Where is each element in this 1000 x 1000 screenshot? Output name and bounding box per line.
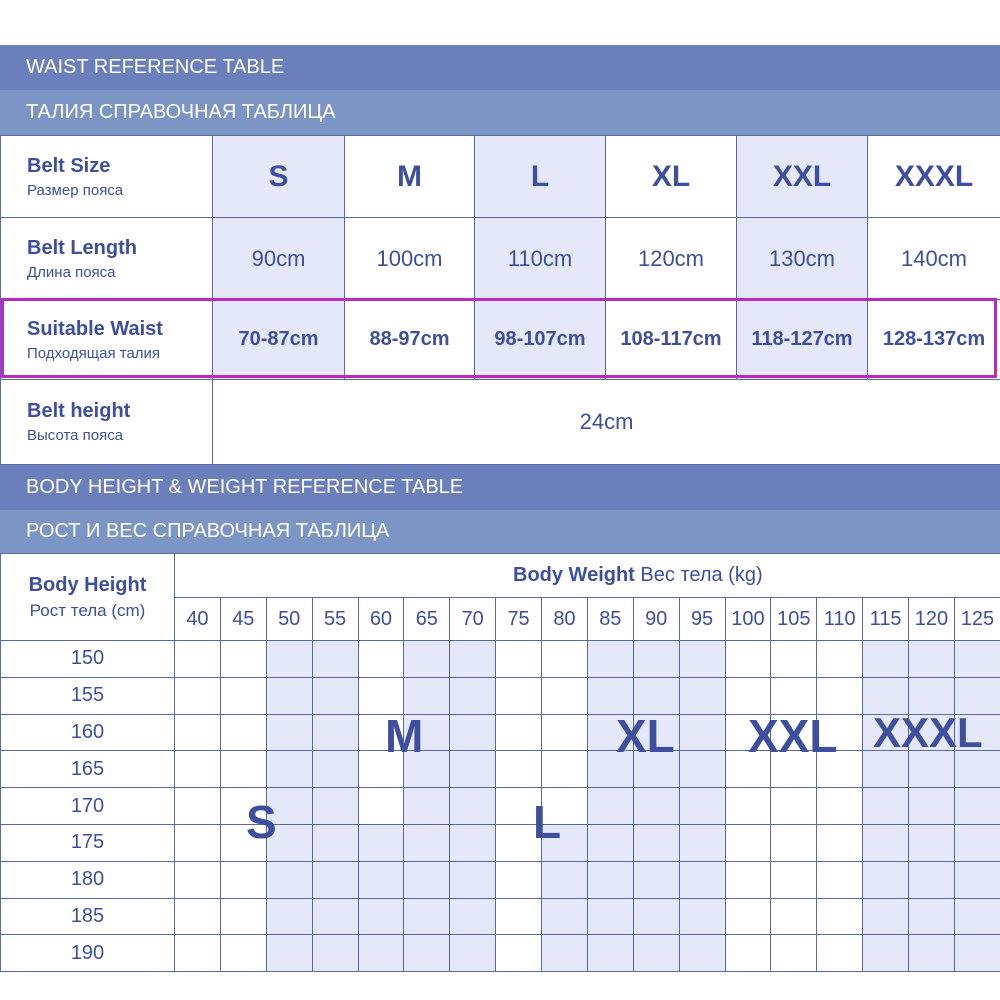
grid-cell <box>266 861 312 898</box>
grid-cell <box>542 935 588 972</box>
grid-cell <box>725 788 771 825</box>
grid-cell <box>863 641 909 678</box>
length-cell: 120cm <box>606 218 737 300</box>
size-label-m: M <box>385 710 424 762</box>
height-row <box>1 935 1000 972</box>
grid-cell <box>817 898 863 935</box>
grid-cell <box>633 788 679 825</box>
height-row <box>1 751 1000 788</box>
grid-cell <box>496 751 542 788</box>
length-cell: 90cm <box>213 218 345 300</box>
body-title-ru: РОСТ И ВЕС СПРАВОЧНАЯ ТАБЛИЦА <box>26 520 390 542</box>
grid-cell <box>954 861 1000 898</box>
grid-cell <box>542 751 588 788</box>
weight-header-cell: 85 <box>587 598 633 641</box>
grid-cell <box>220 714 266 751</box>
grid-cell <box>220 935 266 972</box>
grid-cell <box>450 641 496 678</box>
belt-size-label <box>1 136 213 218</box>
weight-header-cell: 100 <box>725 598 771 641</box>
grid-cell <box>725 935 771 972</box>
grid-cell <box>404 788 450 825</box>
weight-header-cell: 55 <box>312 598 358 641</box>
waist-title-ru: ТАЛИЯ СПРАВОЧНАЯ ТАБЛИЦА <box>26 101 336 123</box>
grid-cell <box>725 861 771 898</box>
waist-reference-table <box>0 135 1000 465</box>
grid-cell <box>725 898 771 935</box>
grid-cell <box>358 788 404 825</box>
waist-title-en: WAIST REFERENCE TABLE <box>26 56 285 78</box>
grid-cell <box>450 751 496 788</box>
waist-cell: 118-127cm <box>737 300 868 380</box>
grid-cell <box>312 641 358 678</box>
body-title-en: BODY HEIGHT & WEIGHT REFERENCE TABLE <box>26 476 464 498</box>
grid-cell <box>450 714 496 751</box>
size-cell-xxl: XXL <box>737 136 868 218</box>
body-height-label-ru: Рост тела <box>29 600 107 620</box>
body-weight-label-en: Body Weight <box>513 564 635 586</box>
grid-cell <box>817 641 863 678</box>
grid-cell <box>954 935 1000 972</box>
grid-cell <box>909 935 955 972</box>
weight-header-cell: 125 <box>954 598 1000 641</box>
grid-cell <box>496 861 542 898</box>
belt-size-row <box>1 136 1000 218</box>
body-height-label-ru-line <box>1 601 174 621</box>
weight-header-cell: 120 <box>909 598 955 641</box>
size-label-l: L <box>533 796 562 848</box>
weight-header-cell: 70 <box>450 598 496 641</box>
belt-length-row <box>1 218 1000 300</box>
grid-cell <box>909 824 955 861</box>
height-row <box>1 861 1000 898</box>
grid-cell <box>175 824 221 861</box>
weight-header-cell: 50 <box>266 598 312 641</box>
grid-cell <box>496 641 542 678</box>
grid-cell <box>450 861 496 898</box>
belt-length-label <box>1 218 213 300</box>
weight-header-cell: 40 <box>175 598 221 641</box>
height-row <box>1 788 1000 825</box>
grid-cell <box>496 898 542 935</box>
grid-cell <box>633 898 679 935</box>
height-label: 155 <box>1 677 175 714</box>
grid-cell <box>679 788 725 825</box>
grid-cell <box>220 677 266 714</box>
grid-cell <box>679 677 725 714</box>
weight-header-cell: 45 <box>220 598 266 641</box>
grid-cell <box>404 898 450 935</box>
grid-cell <box>909 861 955 898</box>
grid-cell <box>909 641 955 678</box>
grid-cell <box>587 861 633 898</box>
length-cell: 110cm <box>475 218 606 300</box>
grid-cell <box>771 824 817 861</box>
grid-cell <box>312 861 358 898</box>
height-row <box>1 641 1000 678</box>
weight-header-cell: 115 <box>863 598 909 641</box>
grid-cell <box>771 898 817 935</box>
height-row <box>1 677 1000 714</box>
size-label-xxl: XXL <box>748 710 838 762</box>
grid-cell <box>358 641 404 678</box>
grid-cell <box>679 641 725 678</box>
belt-height-label-ru: Высота пояса <box>27 427 124 444</box>
grid-cell <box>496 935 542 972</box>
height-label: 185 <box>1 898 175 935</box>
grid-cell <box>312 935 358 972</box>
waist-title-en-band <box>0 45 1000 90</box>
grid-cell <box>633 861 679 898</box>
grid-cell <box>817 824 863 861</box>
grid-cell <box>266 677 312 714</box>
grid-cell <box>542 861 588 898</box>
size-cell-xxxl: XXXL <box>868 136 1000 218</box>
size-label-xxxl: XXXL <box>873 709 983 756</box>
weight-header-cell: 80 <box>542 598 588 641</box>
waist-cell: 108-117cm <box>606 300 737 380</box>
grid-cell <box>954 788 1000 825</box>
grid-cell <box>863 935 909 972</box>
grid-cell <box>771 861 817 898</box>
grid-cell <box>954 898 1000 935</box>
grid-cell <box>679 751 725 788</box>
height-row <box>1 898 1000 935</box>
body-reference-table <box>0 553 1000 972</box>
grid-cell <box>587 788 633 825</box>
grid-cell <box>817 861 863 898</box>
size-cell-l: L <box>475 136 606 218</box>
weight-header-cell: 105 <box>771 598 817 641</box>
grid-cell <box>266 898 312 935</box>
body-title-en-band <box>0 465 1000 510</box>
weight-header-cell: 95 <box>679 598 725 641</box>
grid-cell <box>954 824 1000 861</box>
grid-cell <box>633 824 679 861</box>
weight-header-cell: 75 <box>496 598 542 641</box>
height-row <box>1 824 1000 861</box>
grid-cell <box>587 935 633 972</box>
grid-cell <box>404 641 450 678</box>
grid-cell <box>679 714 725 751</box>
body-weight-header <box>175 554 1000 598</box>
height-label: 170 <box>1 788 175 825</box>
suitable-waist-label-en: Suitable Waist <box>27 317 163 340</box>
weight-header-cell: 65 <box>404 598 450 641</box>
grid-cell <box>312 677 358 714</box>
grid-cell <box>679 935 725 972</box>
grid-cell <box>587 824 633 861</box>
height-row <box>1 714 1000 751</box>
grid-cell <box>450 677 496 714</box>
grid-cell <box>404 861 450 898</box>
grid-cell <box>542 641 588 678</box>
belt-height-row <box>1 380 1000 465</box>
grid-cell <box>771 935 817 972</box>
body-height-header <box>1 554 175 641</box>
grid-cell <box>175 898 221 935</box>
waist-title-ru-band <box>0 90 1000 135</box>
size-label-xl: XL <box>616 710 675 762</box>
grid-cell <box>312 714 358 751</box>
grid-cell <box>725 824 771 861</box>
grid-cell <box>450 788 496 825</box>
grid-cell <box>175 677 221 714</box>
grid-cell <box>679 861 725 898</box>
grid-cell <box>909 898 955 935</box>
weight-header-cell: 90 <box>633 598 679 641</box>
grid-cell <box>771 788 817 825</box>
grid-cell <box>954 641 1000 678</box>
body-height-unit: (cm) <box>111 600 146 620</box>
grid-cell <box>450 935 496 972</box>
grid-cell <box>175 714 221 751</box>
belt-size-label-en: Belt Size <box>27 154 111 177</box>
grid-cell <box>175 935 221 972</box>
grid-cell <box>771 641 817 678</box>
height-label: 160 <box>1 714 175 751</box>
length-cell: 100cm <box>345 218 475 300</box>
suitable-waist-label-ru: Подходящая талия <box>27 344 161 362</box>
size-cell-s: S <box>213 136 345 218</box>
grid-cell <box>496 714 542 751</box>
grid-cell <box>358 935 404 972</box>
body-height-label-en: Body Height <box>28 573 147 596</box>
grid-cell <box>863 898 909 935</box>
grid-cell <box>175 751 221 788</box>
grid-cell <box>863 824 909 861</box>
grid-cell <box>542 677 588 714</box>
belt-length-label-ru: Длина пояса <box>27 263 116 281</box>
grid-cell <box>266 751 312 788</box>
belt-height-label-en: Belt height <box>27 400 131 422</box>
body-header-row <box>1 554 1000 598</box>
height-label: 190 <box>1 935 175 972</box>
grid-cell <box>404 935 450 972</box>
weight-header-cell: 110 <box>817 598 863 641</box>
height-label: 175 <box>1 824 175 861</box>
height-label: 165 <box>1 751 175 788</box>
belt-size-label-ru: Размер пояса <box>27 181 124 199</box>
size-label-s: S <box>246 796 277 848</box>
belt-length-label-en: Belt Length <box>27 236 137 259</box>
grid-cell <box>175 861 221 898</box>
grid-cell <box>358 824 404 861</box>
grid-cell <box>909 788 955 825</box>
grid-cell <box>312 751 358 788</box>
suitable-waist-row <box>1 300 1000 380</box>
grid-cell <box>587 898 633 935</box>
grid-cell <box>542 898 588 935</box>
suitable-waist-label <box>1 300 213 380</box>
grid-cell <box>725 641 771 678</box>
grid-cell <box>266 714 312 751</box>
grid-cell <box>587 641 633 678</box>
height-label: 150 <box>1 641 175 678</box>
grid-cell <box>450 824 496 861</box>
grid-cell <box>679 824 725 861</box>
weight-header-cell: 60 <box>358 598 404 641</box>
grid-cell <box>496 677 542 714</box>
length-cell: 140cm <box>868 218 1000 300</box>
height-label: 180 <box>1 861 175 898</box>
grid-cell <box>817 935 863 972</box>
grid-cell <box>358 861 404 898</box>
grid-cell <box>266 641 312 678</box>
grid-cell <box>312 788 358 825</box>
grid-cell <box>312 898 358 935</box>
grid-cell <box>358 898 404 935</box>
waist-cell: 128-137cm <box>868 300 1000 380</box>
size-cell-m: M <box>345 136 475 218</box>
belt-height-value: 24cm <box>213 380 1000 465</box>
grid-cell <box>175 641 221 678</box>
grid-cell <box>175 788 221 825</box>
grid-cell <box>220 641 266 678</box>
grid-cell <box>220 751 266 788</box>
grid-cell <box>542 714 588 751</box>
grid-cell <box>633 641 679 678</box>
waist-cell: 88-97cm <box>345 300 475 380</box>
grid-cell <box>863 861 909 898</box>
grid-cell <box>220 861 266 898</box>
grid-cell <box>817 788 863 825</box>
grid-cell <box>404 824 450 861</box>
grid-cell <box>220 898 266 935</box>
size-cell-xl: XL <box>606 136 737 218</box>
grid-cell <box>450 898 496 935</box>
waist-cell: 98-107cm <box>475 300 606 380</box>
body-weight-label-ru: Вес тела (kg) <box>640 564 763 586</box>
grid-cell <box>266 935 312 972</box>
length-cell: 130cm <box>737 218 868 300</box>
grid-cell <box>679 898 725 935</box>
body-title-ru-band <box>0 510 1000 553</box>
waist-cell: 70-87cm <box>213 300 345 380</box>
belt-height-label <box>1 380 213 465</box>
grid-cell <box>863 788 909 825</box>
grid-cell <box>633 935 679 972</box>
grid-cell <box>312 824 358 861</box>
